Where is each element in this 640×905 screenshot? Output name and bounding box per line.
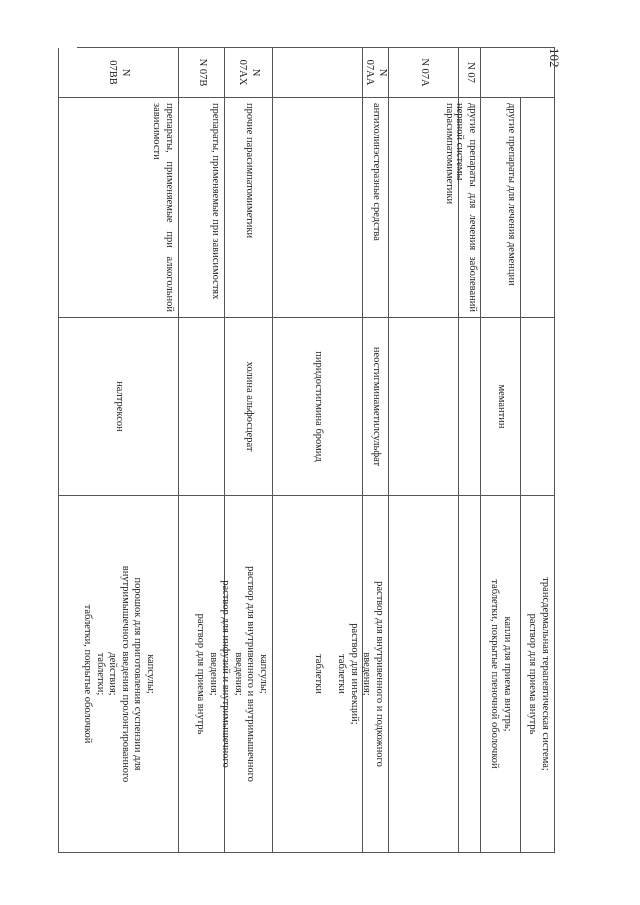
page-number: 102 <box>547 48 562 68</box>
dosage-form-cell: капсулы; раствор для внутривенного и внутримышечного введения; раствор для инфузий и внутримышечного введения; раствор для приема внутрь <box>224 496 272 853</box>
dosage-form-cell <box>178 496 224 853</box>
drug-cell: холина альфосцерат <box>224 318 272 496</box>
group-cell: антихолинэстеразные средства <box>362 98 388 318</box>
group-cell: парасимпатомиметики <box>388 98 458 318</box>
group-cell: препараты, применяемые при зависимостях <box>178 98 224 318</box>
group-cell: другие препараты для лечения деменции <box>480 98 520 318</box>
dosage-form-cell: раствор для внутривенного и подкожного введения; раствор для инъекций; таблетки <box>362 496 388 853</box>
atc-code-cell: N 07A <box>388 48 458 98</box>
atc-code-cell <box>480 48 554 98</box>
atc-code-cell: N 07 <box>458 48 480 98</box>
drug-cell <box>388 318 458 496</box>
dosage-form-cell <box>388 496 458 853</box>
atc-code-cell: N 07BB <box>58 48 178 98</box>
drug-cell <box>520 318 554 496</box>
rotated-page <box>77 47 555 853</box>
dosage-form-cell: капли для приема внутрь; таблетки, покрытые пленочной оболочкой <box>480 496 520 853</box>
medication-table <box>77 47 555 853</box>
dosage-form-cell: трансдермальная терапевтическая система; раствор для приема внутрь <box>520 496 554 853</box>
atc-code-cell: N 07AX <box>224 48 272 98</box>
dosage-form-cell: капсулы; порошок для приготовления суспензии для внутримышечного введения пролонгированного действия; таблетки; таблетки, покрытые оболочкой <box>58 496 178 853</box>
drug-cell: налтрексон <box>58 318 178 496</box>
drug-cell <box>458 318 480 496</box>
group-cell: препараты, применяемые при алкогольной зависимости <box>58 98 178 318</box>
group-cell: прочие парасимпатомиметики <box>224 98 272 318</box>
atc-code-cell: N 07B <box>178 48 224 98</box>
drug-cell: неостигминаметилсульфат <box>362 318 388 496</box>
group-cell <box>272 98 362 318</box>
drug-cell <box>178 318 224 496</box>
drug-cell: мемантин <box>480 318 520 496</box>
atc-code-cell <box>272 48 362 98</box>
drug-cell: пиридостигмина бромид <box>272 318 362 496</box>
group-cell <box>520 98 554 318</box>
group-cell: другие препараты для лечения заболеваний нервной системы <box>458 98 480 318</box>
atc-code-cell: N 07AA <box>362 48 388 98</box>
dosage-form-cell <box>458 496 480 853</box>
dosage-form-cell: таблетки <box>272 496 362 853</box>
